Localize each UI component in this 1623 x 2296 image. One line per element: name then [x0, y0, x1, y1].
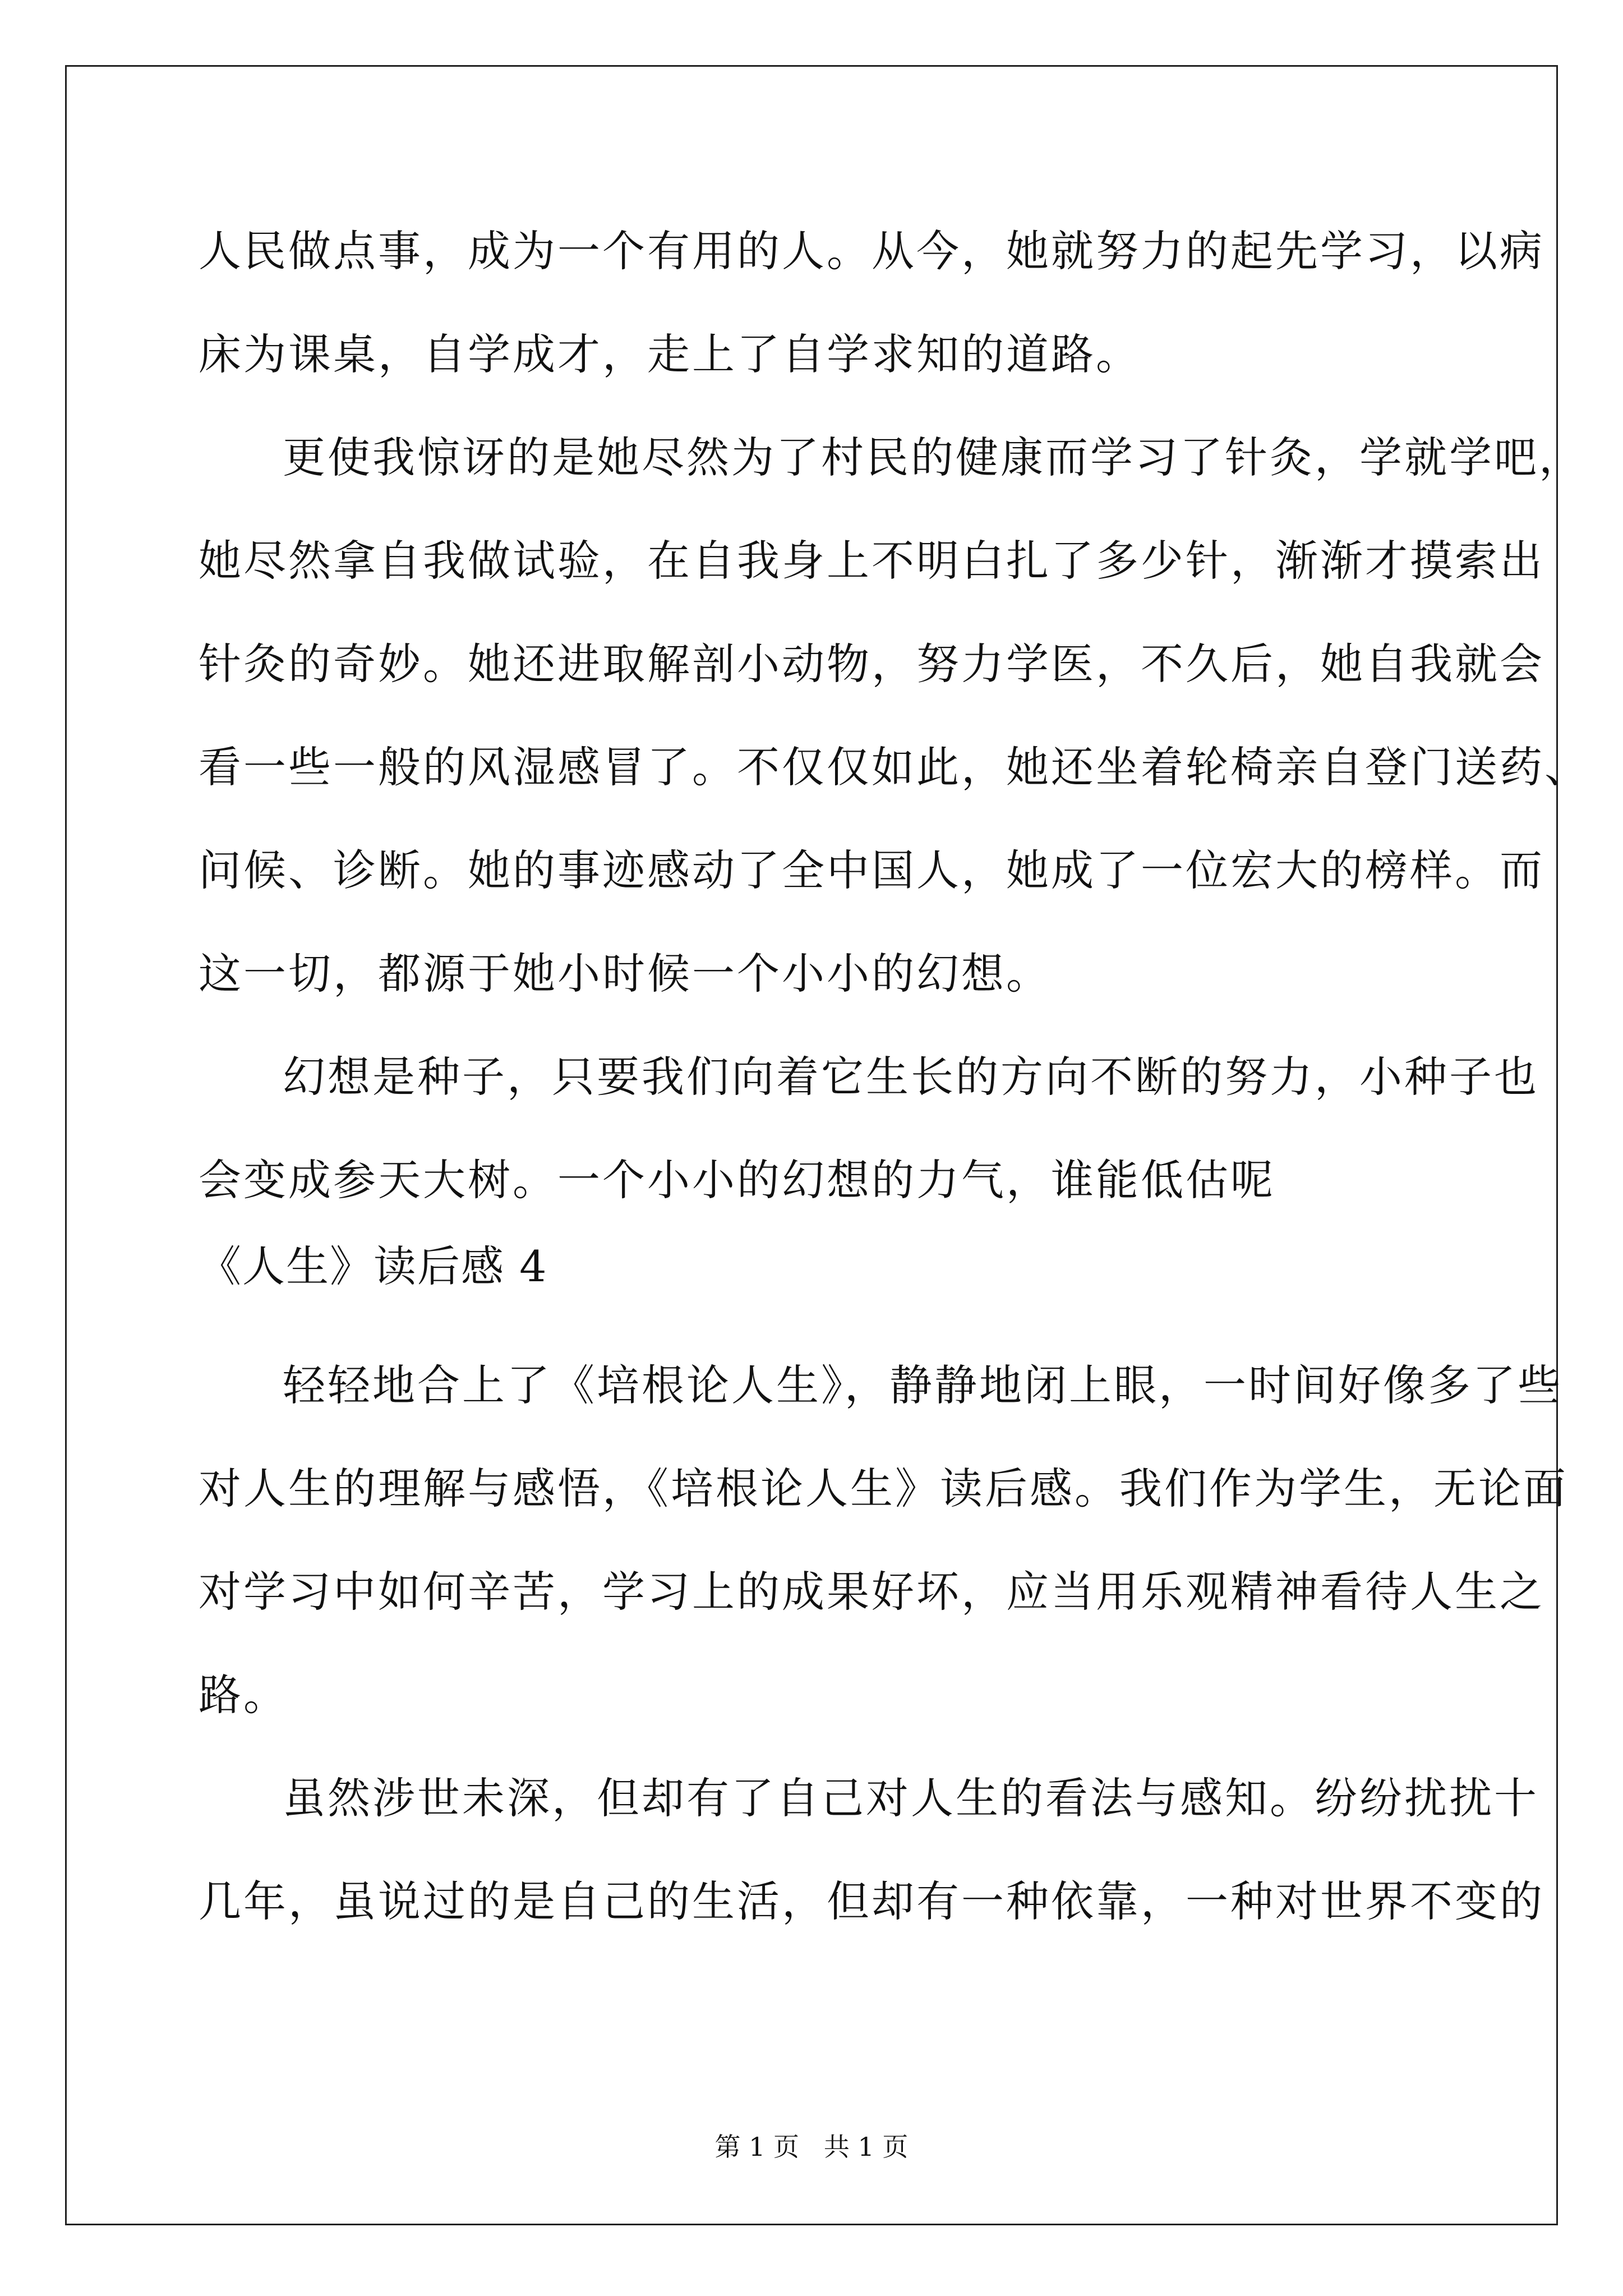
text-line: 人民做点事，成为一个有用的人。从今，她就努力的起先学习，以病: [199, 226, 1544, 276]
text-line: 看一些一般的风湿感冒了。不仅仅如此，她还坐着轮椅亲自登门送药、: [199, 742, 1589, 792]
text-line: 问候、诊断。她的事迹感动了全中国人，她成了一位宏大的榜样。而: [199, 845, 1544, 895]
text-line: 对人生的理解与感悟，《培根论人生》读后感。我们作为学生，无论面: [199, 1464, 1568, 1513]
text-line: 针灸的奇妙。她还进取解剖小动物，努力学医，不久后，她自我就会: [199, 639, 1544, 689]
text-line: 她尽然拿自我做试验，在自我身上不明白扎了多少针，渐渐才摸索出: [199, 536, 1544, 586]
paragraph-first-line: 更使我惊讶的是她尽然为了村民的健康而学习了针灸，学就学吧，: [283, 432, 1584, 482]
text-line: 床为课桌，自学成才，走上了自学求知的道路。: [199, 329, 1141, 379]
paragraph-first-line: 虽然涉世未深，但却有了自己对人生的看法与感知。纷纷扰扰十: [283, 1773, 1539, 1823]
text-line: 几年，虽说过的是自己的生活，但却有一种依靠，一种对世界不变的: [199, 1876, 1544, 1926]
paragraph-first-line: 轻轻地合上了《培根论人生》，静静地闭上眼，一时间好像多了些: [283, 1360, 1562, 1410]
paragraph-first-line: 幻想是种子，只要我们向着它生长的方向不断的努力，小种子也: [283, 1052, 1539, 1102]
page-footer: 第 1 页 共 1 页: [714, 2132, 909, 2162]
text-line: 这一切，都源于她小时候一个小小的幻想。: [199, 949, 1051, 999]
text-line: 会变成参天大树。一个小小的幻想的力气，谁能低估呢: [199, 1155, 1275, 1205]
text-line: 对学习中如何辛苦，学习上的成果好坏，应当用乐观精神看待人生之: [199, 1567, 1544, 1617]
section-heading: 《人生》读后感 4: [199, 1241, 548, 1291]
text-line: 路。: [199, 1670, 288, 1720]
